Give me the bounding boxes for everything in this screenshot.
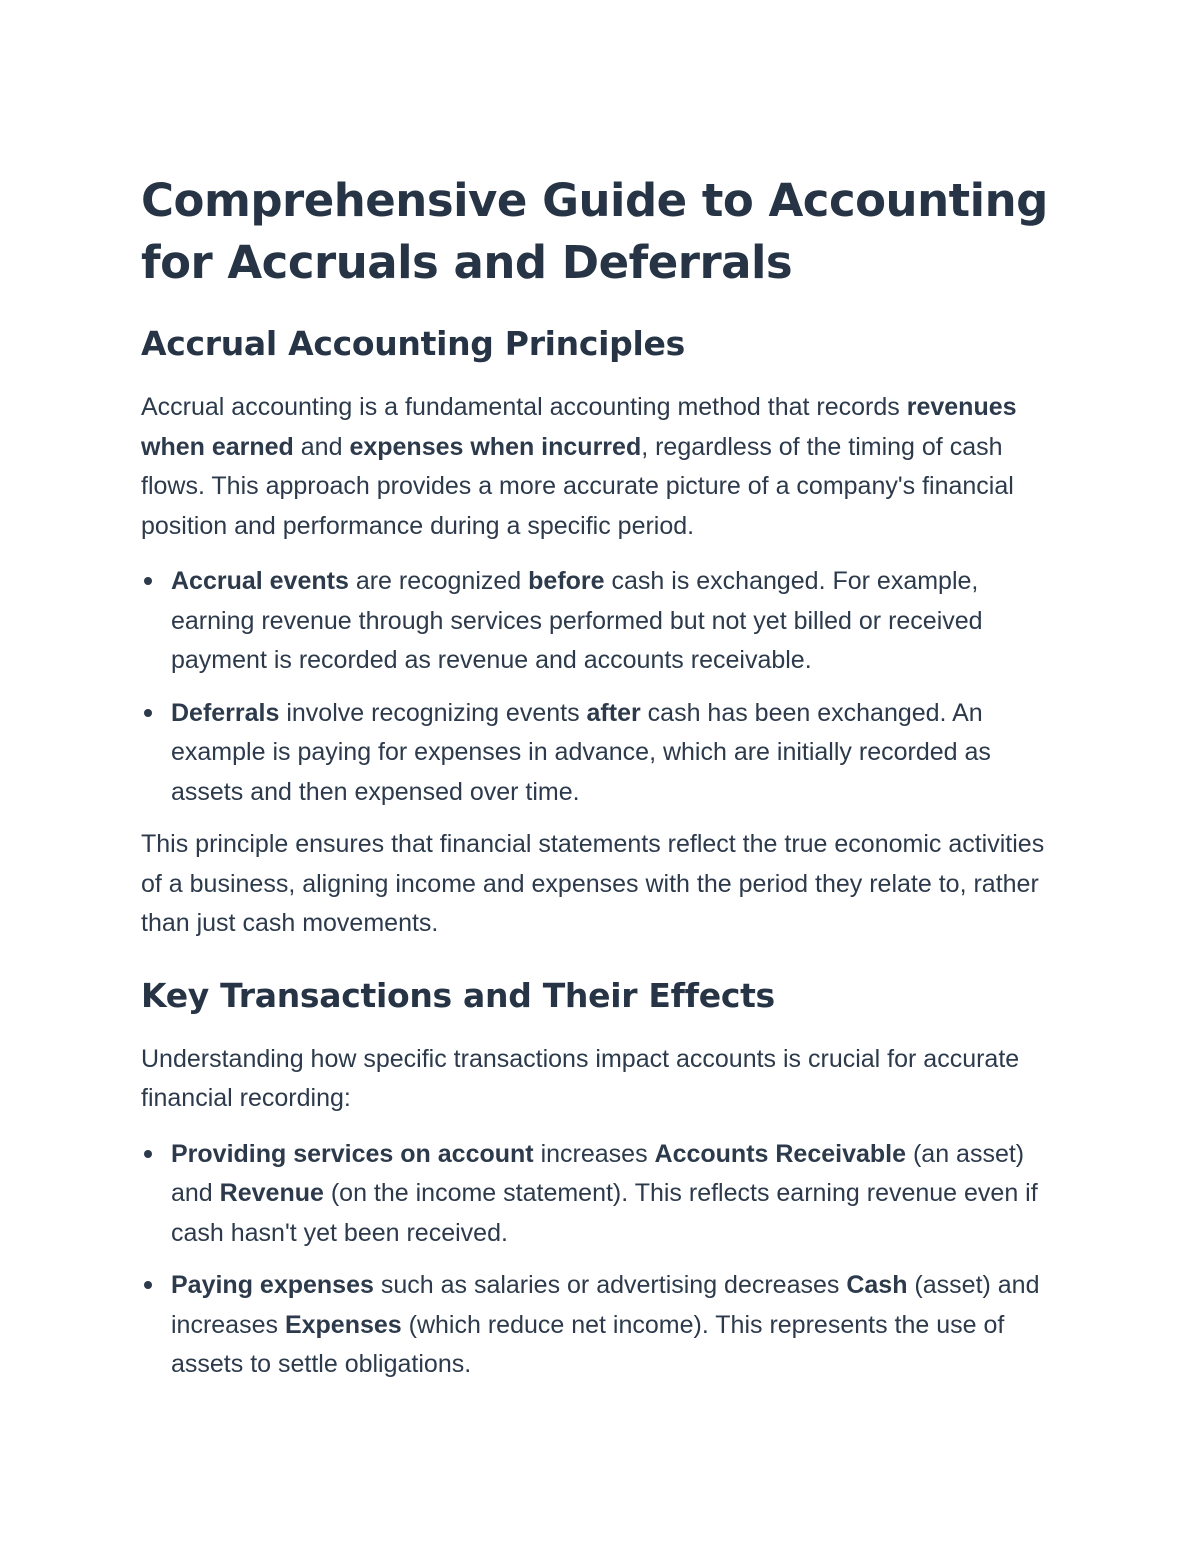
bold-run: Paying expenses	[171, 1271, 374, 1299]
text-run: , regardless of the timing of cash flows. This approach provides a more accurate picture of a company's financial position and performance during a specific period.	[141, 432, 1014, 540]
text-run: increases	[533, 1139, 655, 1168]
list-item	[141, 1266, 1061, 1385]
list-item	[141, 562, 1061, 681]
bold-run: Revenue	[219, 1179, 324, 1207]
accrual-closing-paragraph: This principle ensures that financial statements reflect the true economic activities of a business, aligning income and expenses with the period they relate to, rather than just cash movements.	[141, 830, 1045, 937]
text-run: such as salaries or advertising decreases	[373, 1271, 847, 1299]
text-run: involve recognizing events	[279, 698, 587, 727]
bullet-dot-icon	[144, 1150, 152, 1158]
document-page	[141, 170, 1061, 1398]
text-run: (which reduce net income). This represents the use of assets to settle obligations.	[171, 1310, 1005, 1378]
transactions-bullet-list	[141, 1135, 1061, 1385]
text-run: cash has been exchanged. An example is paying for expenses in advance, which are initially recorded as assets and then expensed over time.	[171, 698, 991, 806]
bullet-dot-icon	[144, 577, 152, 585]
bold-run: Accounts Receivable	[654, 1139, 907, 1168]
bold-run: Cash	[846, 1271, 908, 1299]
bold-run: before	[528, 567, 605, 595]
bullet-dot-icon	[144, 709, 152, 717]
bold-run: Deferrals	[171, 698, 280, 727]
text-run: (on the income statement). This reflects earning revenue even if cash hasn't yet been received.	[171, 1179, 1038, 1247]
text-run: cash is exchanged. For example, earning revenue through services performed but not yet billed or received payment is recorded as revenue and accounts receivable.	[171, 567, 983, 674]
bold-run: Accrual events	[171, 567, 349, 595]
accrual-intro-paragraph	[141, 388, 1061, 546]
text-run: (an asset) and	[171, 1139, 1025, 1207]
page-title: Comprehensive Guide to Accounting for Accruals and Deferrals	[141, 174, 1048, 289]
bold-run: after	[586, 698, 641, 727]
text-run: and	[293, 432, 350, 461]
section-heading-accrual-principles: Accrual Accounting Principles	[141, 324, 685, 363]
section-heading-key-transactions: Key Transactions and Their Effects	[141, 975, 775, 1015]
text-run: Accrual accounting is a fundamental accounting method that records	[141, 393, 907, 421]
bold-run: revenues when earned	[141, 393, 1017, 461]
list-item	[141, 1135, 1061, 1254]
bullet-dot-icon	[144, 1281, 152, 1289]
bold-run: Expenses	[284, 1310, 402, 1339]
transactions-intro-paragraph: Understanding how specific transactions impact accounts is crucial for accurate financial recording:	[141, 1044, 1020, 1112]
text-run: are recognized	[348, 567, 529, 595]
text-run: (asset) and increases	[171, 1271, 1040, 1339]
accrual-bullet-list	[141, 562, 1061, 812]
bold-run: expenses when incurred	[349, 432, 642, 461]
bold-run: Providing services on account	[171, 1139, 534, 1168]
list-item	[141, 694, 1061, 813]
